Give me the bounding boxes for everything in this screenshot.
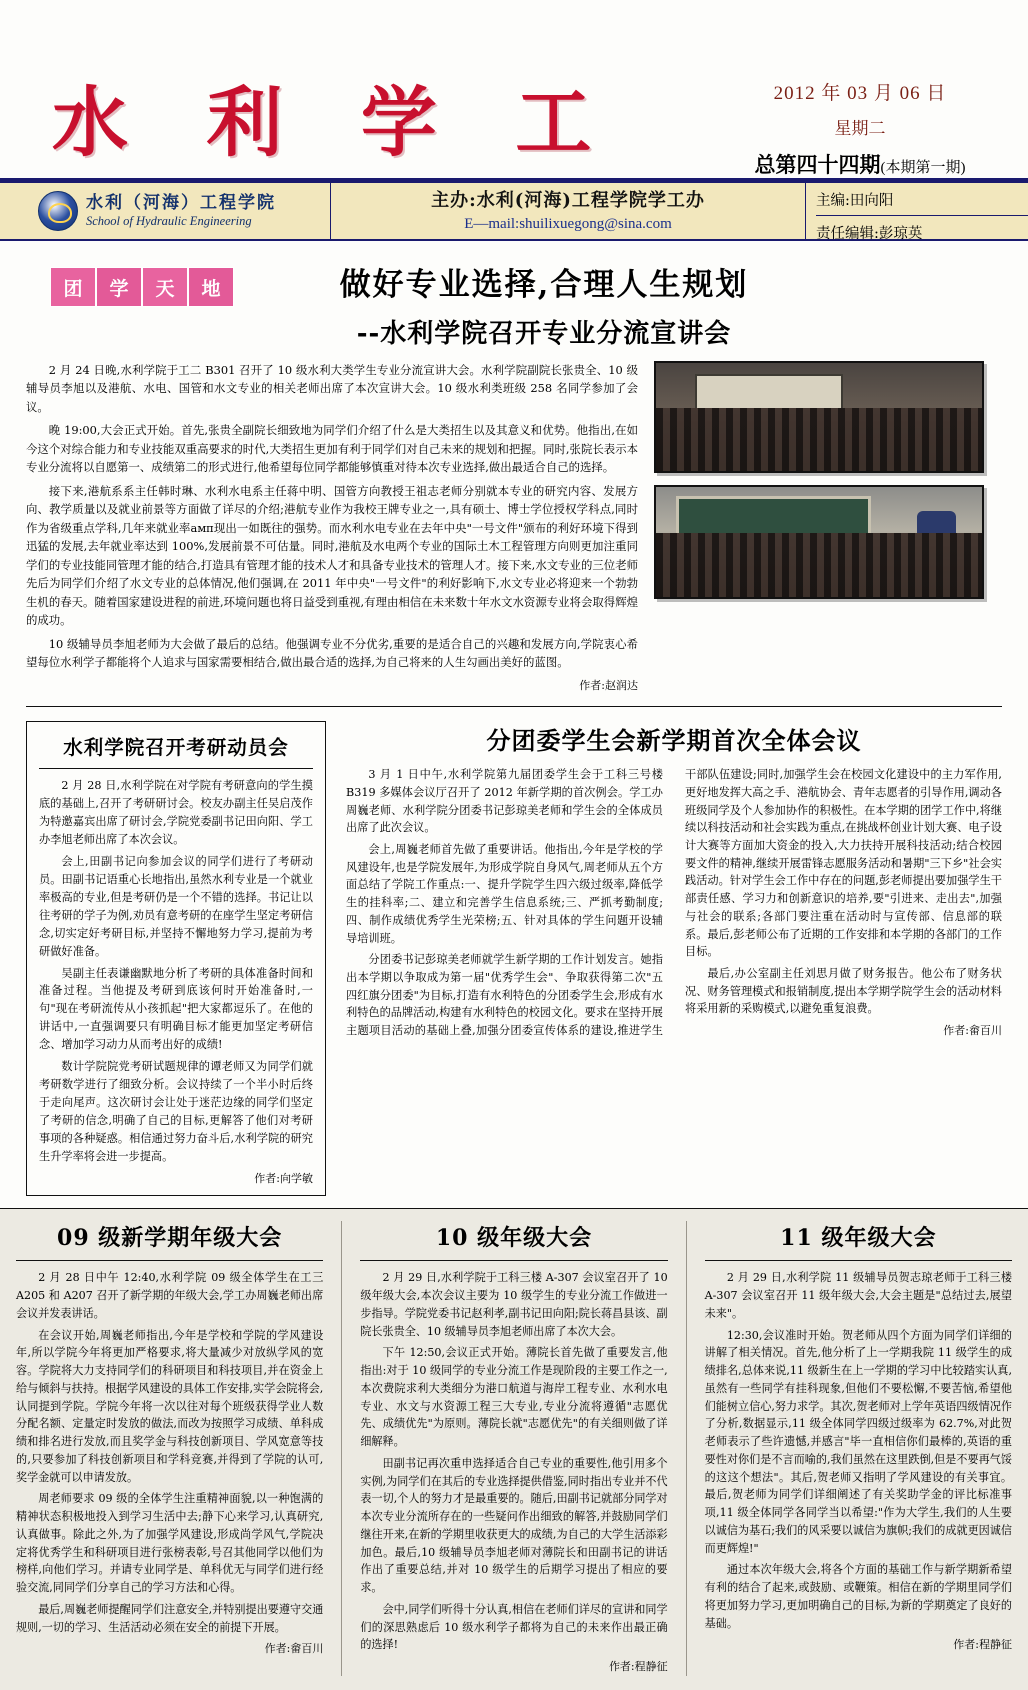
section-badge-char-3: 天 bbox=[142, 267, 188, 307]
paragraph: 3 月 1 日中午,水利学院第九届团委学生会于工科三号楼 B319 多媒体会议厅召开了 2012 年新学期的首次例会。学工办周巍老师、水利学院分团委书记彭琼美老师和学生会的全体成员出席了此次会议。 bbox=[346, 768, 663, 835]
school-emblem-icon bbox=[38, 191, 78, 231]
paragraph: 下午 12:50,会议正式开始。薄院长首先做了重要发言,他指出:对于 10 级同学的专业分流工作是现阶段的主要工作之一,本次费院求利大类细分为港口航道与海岸工程专业、水利水电专业、水文与水资源工程三大专业,专业分流将遵循"志愿优先、成绩优先"为原则。薄院长就"志愿优先"的有关细则做了详细解释。 bbox=[360, 1346, 668, 1449]
paragraph: 田副书记再次重申选择适合自己专业的重要性,他引用多个实例,为同学们在其后的专业选择提供借鉴,同时指出专业并不代表一切,个人的努力才是最重要的。随后,田副书记就部分同学对本次专业分流所存在的一些疑问作出细致的解答,并鼓励同学们继往开来,在新的学期里收获更大的成绩,为自己的大学生活添彩加色。最后,10 级辅导员李旭老师对薄院长和田副书记的讲话作出了重要总结,并对 10 级学生的后期学习提出了相应的要求。 bbox=[360, 1456, 668, 1595]
article-body bbox=[346, 766, 1002, 1039]
article-byline: 作者:向学敏 bbox=[254, 1171, 313, 1185]
column-divider bbox=[686, 1221, 687, 1675]
article-byline: 作者:畲百川 bbox=[264, 1642, 324, 1656]
article-grade11-meeting bbox=[705, 1221, 1012, 1675]
paragraph: 周老师要求 09 级的全体学生注重精神面貌,以一种饱满的精神状态积极地投入到学习生活中去;静下心来学习,认真研究,认真做事。除此之外,为了加强学风建设,形成尚学风气,学院决定将优秀学生和科研项目进行张榜表彰,号召其他同学以他们为榜样,向他们学习。并请专业同学是、单科优无与同学们进行经验交流,同同学们分享自己的学习方法和心得。 bbox=[16, 1492, 324, 1595]
paragraph: 会上,周巍老师首先做了重要讲话。他指出,今年是学校的学风建设年,也是学院发展年,为形成学院自身风气,周老师从五个方面总结了学院工作重点:一、提升学院学生四六级过级率,降低学生的挂科率;二、建立和完善学生信息系统;三、严抓考勤制度;四、制作成绩优秀学生光荣榜;五、针对具体的学生问题开设辅导培训班。 bbox=[346, 843, 663, 945]
article-student-union-meeting bbox=[340, 721, 1002, 1196]
headline-secondary: --水利学院召开专业分流宣讲会 bbox=[356, 319, 732, 349]
paragraph: 通过本次年级大会,将各个方面的基础工作与新学期新希望有利的结合了起来,或鼓励、或鞭策。相信在新的学期里同学们将更加努力学习,更加明确自己的目标,为新的学期奠定了良好的基础。 bbox=[704, 1563, 1012, 1630]
editor-in-chief: 主编:田向阳 bbox=[816, 193, 894, 209]
lead-article bbox=[26, 361, 1002, 694]
masthead bbox=[0, 0, 1028, 181]
headline-primary: 做好专业选择,合理人生规划 bbox=[339, 267, 749, 303]
lead-byline: 作者:赵润达 bbox=[579, 678, 638, 692]
article-body bbox=[705, 1269, 1012, 1654]
paragraph: 最后,周巍老师提醒同学们注意安全,并特别提出要遵守交通规则,一切的学习、生活活动必须在安全的前提下开展。 bbox=[16, 1602, 324, 1634]
lead-photo-group bbox=[654, 361, 984, 694]
section-badge-char-1: 团 bbox=[50, 267, 96, 307]
article-title: 水利学院召开考研动员会 bbox=[39, 732, 313, 769]
paragraph: 2 月 28 日中午 12:40,水利学院 09 级全体学生在工三 A205 和 A207 召开了新学期的年级大会,学工办周巍老师出席会议并发表讲话。 bbox=[16, 1271, 324, 1320]
article-body bbox=[39, 777, 313, 1187]
paragraph: 分团委书记彭琼美老师就学生新学期的工作计划发言。她指出本学期以争取成为第一届"优秀学生会"、争取获得第二次"五四红旗分团委"为目标,打造有水利特色的分团委学生会,形成有水利特色的品牌活动,构建有水利特色的校园文化。要求在坚持开展主题项目活动的基础上叠,加强分团委宣传体系的建设,推进学生干部队伍建设;同时,加强学生会在校园文化建设中的主力军作用,更好地发挥大高之手、港航协会、青年志愿者的引导作用,调动各班级同学及个人参加协作的积极性。在本学期的团学工作中,将继续以科技活动和社会实践为重点,在挑战杯创业计划大赛、电子设计大赛等方面加大资金的投入,大力扶持开展科技活动;结合校园要文件的精神,继续开展雷锋志愿服务活动和暑期"三下乡"社会实践活动。针对学生会工作中存在的问题,彭老师提出要加强学生干部责任感、学习力和创新意识的培养,要"引进来、走出去",加强与社会的联系;各部门要注重在活动时与宣传部、信息部的联系。最后,彭老师公布了近期的工作安排和本学期的各部门的工作目标。 bbox=[346, 768, 1002, 1037]
article-body bbox=[360, 1269, 667, 1675]
lead-paragraph: 晚 19:00,大会正式开始。首先,张贵全副院长细致地为同学们介绍了什么是大类招生以及其意义和优势。他指出,在如今这个对综合能力和专业技能双重高要求的时代,大类招生更加有利于同学们对自己未来的规划和把握。同时,张院长表示本专业分流将以自愿第一、成绩第二的形式进行,他希望每位同学都能够慎重对待本次专业选择,做出最适合自己的选择。 bbox=[26, 423, 638, 475]
article-byline: 作者:程静征 bbox=[608, 1660, 668, 1674]
editors-area bbox=[806, 183, 1028, 242]
lead-article-text bbox=[26, 361, 638, 694]
lead-paragraph: 2 月 24 日晚,水利学院于工二 B301 召开了 10 级水利大类学生专业分流宣讲大会。水利学院副院长张贵全、10 级辅导员李旭以及港航、水电、国管和水文专业的相关老师出席了本次宣讲大会。10 级水利类班级 258 名同学参加了会议。 bbox=[26, 363, 638, 414]
article-title: 分团委学生会新学期首次全体会议 bbox=[486, 726, 862, 756]
paragraph: 最后,办公室副主任刘思月做了财务报告。他公布了财务状况、财务管理模式和报销制度,提出本学期学院学生会的活动材料将采用新的采购模式,以避免重复浪费。 bbox=[685, 966, 1002, 1016]
info-bar bbox=[0, 181, 1028, 241]
paragraph: 2 月 28 日,水利学院在对学院有考研意向的学生摸底的基础上,召开了考研研讨会。校友办副主任吴启茂作为特邀嘉宾出席了研讨会,学院党委副书记田向阳、学工办李旭老师出席了本次会议。 bbox=[39, 779, 313, 847]
publication-date: 2012 年 03 月 06 日 bbox=[773, 83, 947, 104]
column-divider bbox=[341, 1221, 342, 1675]
article-kaoyan-mobilization bbox=[26, 721, 326, 1196]
issue-number-sub: (本期第一期) bbox=[880, 160, 966, 176]
audience-rows bbox=[656, 408, 982, 471]
paragraph: 在会议开始,周巍老师指出,今年是学校和学院的学风建设年,所以学院今年将更加严格要求,将大量减少对放纵学风的宽容。学院将大力支持同学们的科研项目和科技项目,并在资金上给与倾斜与扶持。根据学风建设的具体工作安排,实学会院将会,认同提到学院。学院今年将一次以往对每个班级获得学业人数分配名额、定量定时发放的做法,而改为按照学习成绩、单科成绩和排名进行发放,而且奖学金与科技创新项目、学风宽意等技的,只要参加了科技创新项目和学科竞赛,并得到了学院的认可,奖学金就可以申请发放。 bbox=[16, 1328, 324, 1484]
section-badge bbox=[50, 267, 234, 307]
article-grade10-meeting bbox=[360, 1221, 667, 1675]
section-badge-char-2: 学 bbox=[96, 267, 142, 307]
email-line[interactable]: E—mail:shuilixuegong@sina.com bbox=[464, 216, 672, 232]
article-grade09-meeting bbox=[16, 1221, 323, 1675]
paragraph: 会中,同学们听得十分认真,相信在老师们详尽的宣讲和同学们的深思熟虑后 10 级水利学子都将为自己的未来作出最正确的选择! bbox=[360, 1602, 668, 1652]
paragraph: 12:30,会议准时开始。贺老师从四个方面为同学们详细的讲解了相关情况。首先,他分析了上一学期我院 11 级学生的成绩排名,总体来说,11 级新生在上一学期的学习中比较踏实认真,虽然有一些同学有挂科现象,但他们不要松懈,不要苦恼,希望他们能树立信心,努力求学。其次,贺老师对上学年英语四级情况作了分析,数据显示,11 级全体同学四级过级率为 62.7%,对此贺老师表示了些许遗憾,并感言"毕一直相信你们最棒的,英语的重要性对你们是不言而喻的,我们虽然在这里跌倒,但是不要再气馁的这这个想法"。其后,贺老师又指明了学风建设的有关事宜。最后,贺老师为同学们详细阐述了有关奖助学金的评比标准事项,11 级全体同学各同学当以希望:"作为大学生,我们的人生要以诚信为基石;我们的风采要以诚信为旗帜;我们的成就更因诚信而更辉煌!" bbox=[704, 1328, 1012, 1555]
paragraph: 会上,田副书记向参加会议的同学们进行了考研动员。田副书记语重心长地指出,虽然水利专业是一个就业率极高的专业,但是考研仍是一个不错的选择。书记让以往考研的学子为例,劝员有意考研的在座学生坚定考研信念,切实定好考研目标,并坚持不懈地努力学习,提前为考研做好准备。 bbox=[39, 855, 313, 958]
audience-rows bbox=[656, 533, 982, 597]
section-badge-char-4: 地 bbox=[188, 267, 234, 307]
photo-audience bbox=[654, 361, 984, 473]
lead-paragraph: 接下来,港航系系主任韩时琳、水利水电系主任蒋中明、国管方向教授王祖志老师分别就本专业的研究内容、发展方向、教学质量以及就业前景等方面做了详尽的介绍;港航专业作为我校王牌专业之一,具有硕士、博士学位授权学科点,同时作为省级重点学科,几年来就业率амп现出一如既往的强势。而水利水电专业在去年中央"一号文件"颁布的利好环境下得到迅猛的发展,去年就业率达到 100%,发展前景不可估量。同时,港航及水电两个专业的国际土木工程管理方向则更加注重同学们的专业技能同管理才能的结合,打造具有管理才能的技术人才和具备专业技术的管理人才。接下来,水文专业的三位老师先后为同学们介绍了水文专业的总体情况,他们强调,在 2011 年中央"一号文件"的利好影响下,水文专业必将迎来一个勃勃生机的春天。随着国家建设进程的前进,环境问题也将日益受到重视,有理由相信在未来数十年水文水资源专业将会取得辉煌的成功。 bbox=[26, 483, 638, 628]
responsible-editor: 责任编辑:彭琼英 bbox=[816, 215, 1028, 243]
article-body bbox=[16, 1269, 323, 1658]
lead-paragraph: 10 级辅导员李旭老师为大会做了最后的总结。他强调专业不分优劣,重要的是适合自己的兴趣和发展方向,学院衷心希望每位水利学子都能将个人追求与国家需要相结合,做出最合适的选择,为自己将来的人生勾画出美好的蓝图。 bbox=[26, 636, 638, 670]
paragraph: 2 月 29 日,水利学院于工科三楼 A-307 会议室召开了 10 级年级大会,本次会议主要为 10 级学生的专业分流工作做进一步指导。学院党委书记赵利孝,副书记田向阳;院长蒋昌县该、副院长张贵全、10 级辅导员李旭老师出席了本次大会。 bbox=[360, 1271, 668, 1338]
publisher-line: 主办:水利(河海)工程学院学工办 bbox=[431, 190, 705, 211]
paragraph: 数计学院院党考研试题规律的谭老师又为同学们就考研数学进行了细致分析。会议持续了一个半小时后终于走向尾声。这次研讨会让处于迷茫边缘的同学们坚定了考研的信念,明确了自己的目标,更解答了他们对考研事项的各种疑惑。相信通过努力奋斗后,水利学院的研究生升学率将会进一步提高。 bbox=[39, 1060, 313, 1163]
paragraph: 2 月 29 日,水利学院 11 级辅导员贺志琼老师于工科三楼 A-307 会议室召开 11 级年级大会,大会主题是"总结过去,展望未来"。 bbox=[704, 1271, 1012, 1320]
weekday: 星期二 bbox=[834, 119, 886, 138]
article-byline: 作者:程静征 bbox=[953, 1638, 1012, 1652]
publisher-area bbox=[330, 183, 806, 239]
paper-title: 水 利 学 工 bbox=[52, 78, 618, 167]
divider bbox=[26, 706, 1002, 707]
article-byline: 作者:畲百川 bbox=[943, 1023, 1002, 1037]
bottom-section bbox=[0, 1208, 1028, 1689]
issue-info bbox=[720, 78, 1000, 179]
photo-speaker bbox=[654, 485, 984, 599]
issue-number-main: 总第四十四期 bbox=[754, 153, 881, 177]
article-title: 09 级新学期年级大会 bbox=[16, 1221, 323, 1261]
issue-number bbox=[720, 149, 1000, 179]
school-logo-area bbox=[0, 183, 330, 239]
school-name-en: School of Hydraulic Engineering bbox=[86, 213, 252, 228]
mid-section bbox=[26, 721, 1002, 1196]
article-title: 10 级年级大会 bbox=[360, 1221, 667, 1261]
paragraph: 吴副主任表谦幽默地分析了考研的具体准备时间和准备过程。当他提及考研到底该何时开始准备时,一句"现在考研流传从小孩抓起"把大家都逗乐了。在他的讲话中,一直强调要只有明确目标才能更加坚定考研信念、增加学习动力从而考出好的成绩! bbox=[39, 966, 313, 1052]
lead-headline-area bbox=[26, 259, 1002, 349]
school-name-cn: 水利（河海）工程学院 bbox=[86, 193, 276, 214]
article-title: 11 级年级大会 bbox=[705, 1221, 1012, 1261]
